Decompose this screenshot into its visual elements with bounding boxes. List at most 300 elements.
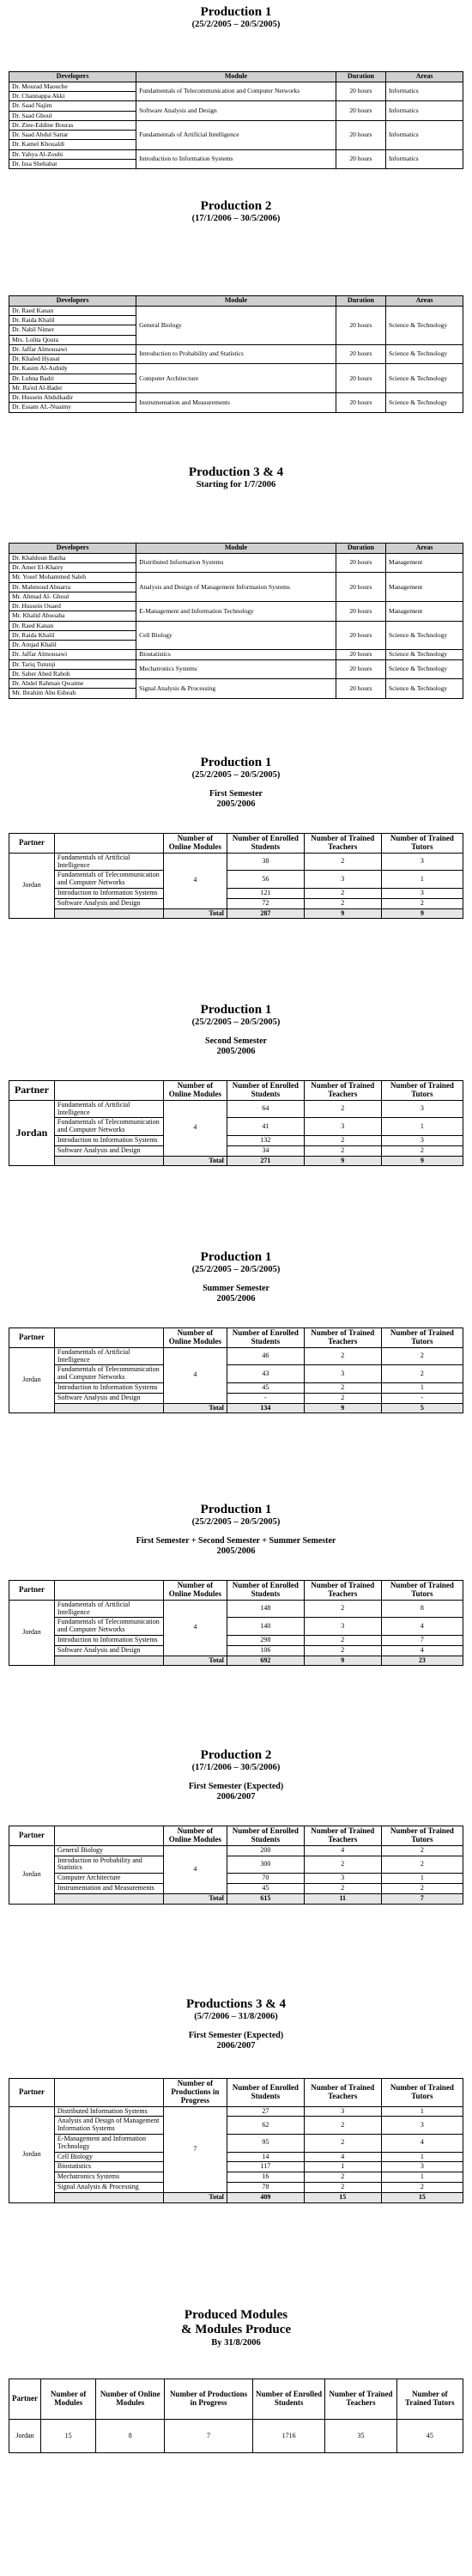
area: Informatics: [386, 101, 463, 121]
area: Science & Technology: [386, 344, 463, 364]
stats-summer-semester-section: [0, 1250, 472, 1304]
table-row: [9, 306, 463, 315]
developer-name: Dr. Channappa Akki: [9, 92, 136, 101]
column-header: [54, 1581, 163, 1601]
trained-tutors: 2: [381, 1145, 463, 1156]
trained-tutors: 1: [381, 871, 463, 889]
enrolled-students: 70: [227, 1874, 304, 1884]
trained-teachers: 4: [304, 2152, 381, 2162]
duration: 20 hours: [336, 393, 385, 413]
column-header: [54, 2079, 163, 2107]
module-name: Introduction to Information Systems: [54, 1635, 163, 1645]
column-header: Number of Online Modules: [163, 834, 227, 854]
developer-name: Dr. Khaled Hyasat: [9, 355, 136, 364]
column-header: [54, 1081, 163, 1101]
column-header: Developers: [9, 544, 136, 554]
developer-name: Mrs. Lolita Qouta: [9, 335, 136, 344]
header-row: [9, 1081, 463, 1101]
enrolled-students: 300: [227, 1856, 304, 1874]
area: Management: [386, 602, 463, 622]
column-header: Partner: [9, 2379, 41, 2420]
total-row: [9, 1156, 463, 1166]
semester-label: First Semester + Second Semester + Summer Semester: [136, 1536, 336, 1546]
column-header: Number of Trained Tutors: [381, 1581, 463, 1601]
enrolled-students: 14: [227, 2152, 304, 2162]
trained-teachers: 3: [304, 871, 381, 889]
section-dates: (5/7/2006 – 31/8/2006): [194, 2012, 278, 2022]
trained-tutors: 3: [381, 1100, 463, 1118]
module-name: Mechatronics Systems: [54, 2172, 163, 2183]
duration: 20 hours: [336, 120, 385, 149]
header-row: [9, 544, 463, 554]
total-enrolled: 134: [227, 1403, 304, 1413]
trained-teachers: 2: [304, 898, 381, 908]
area: Management: [386, 573, 463, 602]
stats-second-semester-section: [0, 1003, 472, 1057]
developer-name: Dr. Lubna Badri: [9, 374, 136, 383]
academic-year: 2006/2007: [216, 2040, 256, 2050]
online-modules: 7: [163, 2106, 227, 2192]
total-teachers: 9: [304, 908, 381, 919]
column-header: Number of Online Modules: [163, 1826, 227, 1846]
header-row: [9, 1581, 463, 1601]
column-header: [54, 1328, 163, 1348]
stats-production2-section: [0, 1748, 472, 1802]
trained-tutors: 3: [381, 853, 463, 871]
column-header: Areas: [386, 296, 463, 307]
online-modules: 4: [163, 1100, 227, 1156]
module-name: Software Analysis and Design: [54, 1145, 163, 1156]
production2-developers-table: [9, 295, 463, 413]
developer-name: Dr. Raed Kanan: [9, 306, 136, 315]
academic-year: 2005/2006: [216, 1046, 256, 1056]
total-row: [9, 1403, 463, 1413]
trained-teachers: 2: [304, 2135, 381, 2153]
total-label: Total: [163, 908, 227, 919]
section-dates: (25/2/2005 – 20/5/2005): [191, 20, 281, 30]
developer-name: Dr. Nabil Nimer: [9, 325, 136, 335]
developer-name: Dr. Kamel Khoualdi: [9, 140, 136, 149]
summary-cell: 15: [40, 2420, 95, 2453]
trained-teachers: 2: [304, 1393, 381, 1403]
column-header: Developers: [9, 72, 136, 82]
production34-developers-table: [9, 543, 463, 699]
table-row: [9, 1118, 463, 1136]
table-row: [9, 1856, 463, 1874]
summary-cell: 7: [165, 2420, 253, 2453]
table-row: [9, 1645, 463, 1656]
stats-combined-section: [0, 1503, 472, 1557]
trained-teachers: 2: [304, 888, 381, 898]
trained-tutors: 2: [381, 2183, 463, 2193]
column-header: Duration: [336, 544, 385, 554]
enrolled-students: 56: [227, 871, 304, 889]
module-name: Distributed Information Systems: [136, 553, 336, 573]
total-row: [9, 1893, 463, 1904]
stats-first-semester-table: [9, 833, 463, 919]
column-header: Number of Enrolled Students: [227, 834, 304, 854]
partner-name: Jordan: [9, 1100, 55, 1166]
production2-section: [0, 199, 472, 224]
total-label: Total: [163, 1156, 227, 1166]
trained-tutors: 4: [381, 1645, 463, 1656]
production1-section: [0, 5, 472, 30]
trained-teachers: 2: [304, 853, 381, 871]
module-name: Analysis and Design of Management Information Systems: [54, 2117, 163, 2135]
summary-cell: 35: [325, 2420, 396, 2453]
table-row: [9, 393, 463, 403]
enrolled-students: 64: [227, 1100, 304, 1118]
total-tutors: 23: [381, 1656, 463, 1666]
enrolled-students: 62: [227, 2117, 304, 2135]
trained-tutors: 8: [381, 1600, 463, 1618]
duration: 20 hours: [336, 82, 385, 101]
column-header: Duration: [336, 296, 385, 307]
table-row: [9, 2152, 463, 2162]
enrolled-students: 148: [227, 1600, 304, 1618]
enrolled-students: 45: [227, 1382, 304, 1393]
table-row: [9, 679, 463, 689]
semester-label: Second Semester: [205, 1036, 267, 1047]
column-header: Number of Enrolled Students: [227, 1826, 304, 1846]
semester-label: First Semester (Expected): [188, 2031, 284, 2041]
module-name: Computer Architecture: [54, 1874, 163, 1884]
module-name: Fundamentals of Artificial Intelligence: [54, 1600, 163, 1618]
total-teachers: 9: [304, 1403, 381, 1413]
total-teachers: 15: [304, 2192, 381, 2202]
enrolled-students: 140: [227, 1618, 304, 1636]
table-row: [9, 602, 463, 611]
table-row: [9, 898, 463, 908]
module-name: General Biology: [54, 1845, 163, 1856]
trained-tutors: 4: [381, 1618, 463, 1636]
trained-tutors: 1: [381, 2172, 463, 2183]
module-name: General Biology: [136, 306, 336, 344]
section-title: Produced Modules: [184, 2308, 288, 2322]
total-tutors: 7: [381, 1893, 463, 1904]
section-title: Production 1: [200, 5, 272, 19]
developer-name: Dr. Mourad Maouche: [9, 82, 136, 91]
total-teachers: 9: [304, 1656, 381, 1666]
duration: 20 hours: [336, 602, 385, 622]
module-name: Fundamentals of Telecommunication and Computer Networks: [136, 82, 336, 101]
column-header: Number of Trained Teachers: [304, 834, 381, 854]
developer-name: Dr. Saber Abed Raboh: [9, 669, 136, 678]
enrolled-students: 38: [227, 853, 304, 871]
column-header: Developers: [9, 296, 136, 307]
section-dates: (17/1/2006 – 30/5/2006): [191, 214, 281, 224]
developer-name: Dr. Issa Shehabat: [9, 159, 136, 168]
developer-name: Dr. Raida Khalil: [9, 316, 136, 325]
developer-name: Dr. Mahmoud Abuarra: [9, 582, 136, 592]
column-header: [54, 834, 163, 854]
trained-tutors: 4: [381, 2135, 463, 2153]
total-blank: [54, 1893, 163, 1904]
section-title: Production 1: [200, 1250, 272, 1264]
trained-teachers: 4: [304, 1845, 381, 1856]
developer-name: Dr. Hussein Ouaed: [9, 602, 136, 611]
total-blank: [54, 2192, 163, 2202]
online-modules: 4: [163, 1600, 227, 1656]
module-name: Signal Analysis & Processing: [54, 2183, 163, 2193]
trained-teachers: 3: [304, 2106, 381, 2117]
module-name: Fundamentals of Artificial Intelligence: [54, 1100, 163, 1118]
column-header: Number of Online Modules: [96, 2379, 165, 2420]
column-header: Areas: [386, 72, 463, 82]
header-row: [9, 1826, 463, 1846]
duration: 20 hours: [336, 149, 385, 169]
module-name: Fundamentals of Artificial Intelligence: [54, 853, 163, 871]
table-row: [9, 1135, 463, 1145]
semester-label: First Semester (Expected): [188, 1782, 284, 1792]
trained-tutors: 1: [381, 1874, 463, 1884]
table-row: [9, 1874, 463, 1884]
total-label: Total: [163, 1893, 227, 1904]
developer-name: Dr. Jaffar Almousawi: [9, 650, 136, 659]
total-teachers: 9: [304, 1156, 381, 1166]
section-title: Production 2: [200, 199, 272, 213]
duration: 20 hours: [336, 650, 385, 659]
column-header: Number of Trained Tutors: [381, 2079, 463, 2107]
production1-developers-table: [9, 71, 463, 169]
stats-first-semester-section: [0, 756, 472, 810]
developer-name: Dr. Jaffar Almousawi: [9, 344, 136, 354]
trained-teachers: 3: [304, 1874, 381, 1884]
table-row: [9, 1145, 463, 1156]
enrolled-students: 41: [227, 1118, 304, 1136]
enrolled-students: 16: [227, 2172, 304, 2183]
module-name: Software Analysis and Design: [54, 1645, 163, 1656]
area: Science & Technology: [386, 679, 463, 699]
trained-tutors: 2: [381, 898, 463, 908]
developer-name: Dr. Amjad Khalil: [9, 641, 136, 650]
trained-teachers: 2: [304, 1600, 381, 1618]
module-name: E-Management and Information Technology: [54, 2135, 163, 2153]
table-row: [9, 2420, 463, 2453]
developer-name: Dr. Khaldoun Batiha: [9, 553, 136, 562]
column-header: Number of Trained Teachers: [304, 1826, 381, 1846]
enrolled-students: 43: [227, 1365, 304, 1383]
section-dates: (25/2/2005 – 20/5/2005): [191, 1018, 281, 1028]
developer-name: Dr. Raed Kanan: [9, 621, 136, 630]
table-row: [9, 120, 463, 130]
area: Informatics: [386, 149, 463, 169]
column-header: Number of Trained Teachers: [304, 1328, 381, 1348]
column-header: Number of Online Modules: [163, 1328, 227, 1348]
total-tutors: 9: [381, 1156, 463, 1166]
trained-tutors: 1: [381, 2106, 463, 2117]
developer-name: Dr. Saad Ghoul: [9, 111, 136, 120]
section-title: Production 1: [200, 1003, 272, 1017]
trained-tutors: 3: [381, 2162, 463, 2172]
partner-name: Jordan: [9, 1600, 55, 1666]
table-row: [9, 888, 463, 898]
enrolled-students: 27: [227, 2106, 304, 2117]
trained-tutors: 7: [381, 1635, 463, 1645]
developer-name: Dr. Hussein Abdulkadir: [9, 393, 136, 403]
column-header: Module: [136, 296, 336, 307]
module-name: Software Analysis and Design: [54, 898, 163, 908]
duration: 20 hours: [336, 679, 385, 699]
table-row: [9, 1618, 463, 1636]
section-dates: Starting for 1/7/2006: [196, 480, 276, 490]
academic-year: 2005/2006: [216, 1293, 256, 1303]
trained-teachers: 2: [304, 2172, 381, 2183]
table-row: [9, 871, 463, 889]
table-row: [9, 1393, 463, 1403]
trained-teachers: 2: [304, 2117, 381, 2135]
table-row: [9, 2106, 463, 2117]
module-name: Signal Analysis & Processing: [136, 679, 336, 699]
section-dates: (17/1/2006 – 30/5/2006): [191, 1763, 281, 1773]
trained-teachers: 2: [304, 1145, 381, 1156]
total-enrolled: 409: [227, 2192, 304, 2202]
header-row: [9, 1328, 463, 1348]
summary-cell: Jordan: [9, 2420, 41, 2453]
trained-teachers: 2: [304, 1883, 381, 1893]
trained-tutors: 3: [381, 2117, 463, 2135]
trained-teachers: 2: [304, 1635, 381, 1645]
column-header: Number of Trained Tutors: [396, 2379, 463, 2420]
column-header: Partner: [9, 1081, 55, 1101]
table-row: [9, 2162, 463, 2172]
academic-year: 2005/2006: [216, 799, 256, 809]
summary-cell: 45: [396, 2420, 463, 2453]
developer-name: Dr. Tariq Tutunji: [9, 659, 136, 669]
duration: 20 hours: [336, 553, 385, 573]
area: Science & Technology: [386, 659, 463, 679]
column-header: Number of Productions in Progress: [163, 2079, 227, 2107]
column-header: Number of Trained Teachers: [304, 2079, 381, 2107]
column-header: [54, 1826, 163, 1846]
module-name: Software Analysis and Design: [136, 101, 336, 121]
enrolled-students: 46: [227, 1347, 304, 1365]
table-row: [9, 2183, 463, 2193]
duration: 20 hours: [336, 344, 385, 364]
table-row: [9, 2172, 463, 2183]
developer-name: Dr. Raida Khalil: [9, 630, 136, 640]
total-blank: [54, 1403, 163, 1413]
enrolled-students: 78: [227, 2183, 304, 2193]
developer-name: Dr. Ziee-Eddine Bouras: [9, 120, 136, 130]
trained-tutors: 1: [381, 2152, 463, 2162]
developer-name: Dr. Yahya Al-Zoubi: [9, 149, 136, 159]
header-row: [9, 296, 463, 307]
trained-tutors: 2: [381, 1883, 463, 1893]
section-dates: (25/2/2005 – 20/5/2005): [191, 1517, 281, 1528]
area: Management: [386, 553, 463, 573]
table-row: [9, 1845, 463, 1856]
module-name: Mechatronics Systems: [136, 659, 336, 679]
duration: 20 hours: [336, 364, 385, 393]
section-dates: (25/2/2005 – 20/5/2005): [191, 770, 281, 781]
module-name: Introduction to Information Systems: [54, 1382, 163, 1393]
produced-modules-section: [0, 2308, 472, 2348]
area: Informatics: [386, 82, 463, 101]
area: Science & Technology: [386, 364, 463, 393]
duration: 20 hours: [336, 306, 385, 344]
production34-section: [0, 465, 472, 490]
developer-name: Mr. Ahmad Al- Ghoul: [9, 592, 136, 601]
section-title: Production 3 & 4: [188, 465, 284, 479]
enrolled-students: -: [227, 1393, 304, 1403]
module-name: Cell Biology: [54, 2152, 163, 2162]
trained-tutors: 2: [381, 1347, 463, 1365]
table-row: [9, 2117, 463, 2135]
summary-cell: 8: [96, 2420, 165, 2453]
module-name: Instrumentation and Measurements: [54, 1883, 163, 1893]
trained-teachers: 3: [304, 1365, 381, 1383]
academic-year: 2005/2006: [216, 1546, 256, 1556]
online-modules: 4: [163, 1845, 227, 1893]
column-header: Number of Trained Tutors: [381, 1826, 463, 1846]
stats-production2-table: [9, 1826, 463, 1905]
enrolled-students: 132: [227, 1135, 304, 1145]
trained-teachers: 2: [304, 1382, 381, 1393]
semester-label: First Semester: [209, 789, 263, 799]
column-header: Number of Trained Teachers: [325, 2379, 396, 2420]
module-name: Introduction to Information Systems: [136, 149, 336, 169]
header-row: [9, 72, 463, 82]
total-enrolled: 271: [227, 1156, 304, 1166]
column-header: Number of Enrolled Students: [227, 1328, 304, 1348]
table-row: [9, 1883, 463, 1893]
column-header: Partner: [9, 1328, 55, 1348]
table-row: [9, 1600, 463, 1618]
duration: 20 hours: [336, 621, 385, 650]
total-enrolled: 615: [227, 1893, 304, 1904]
column-header: Module: [136, 72, 336, 82]
column-header: Module: [136, 544, 336, 554]
module-name: Fundamentals of Telecommunication and Computer Networks: [54, 1618, 163, 1636]
table-row: [9, 1347, 463, 1365]
table-row: [9, 1100, 463, 1118]
trained-teachers: 2: [304, 1645, 381, 1656]
total-label: Total: [163, 1656, 227, 1666]
area: Science & Technology: [386, 306, 463, 344]
enrolled-students: 106: [227, 1645, 304, 1656]
stats-production34-table: [9, 2078, 463, 2203]
trained-teachers: 2: [304, 1856, 381, 1874]
total-row: [9, 1656, 463, 1666]
trained-tutors: 3: [381, 888, 463, 898]
total-label: Total: [163, 1403, 227, 1413]
developer-name: Dr. Essam AL-Nuaimy: [9, 403, 136, 412]
module-name: Distributed Information Systems: [54, 2106, 163, 2117]
duration: 20 hours: [336, 659, 385, 679]
total-enrolled: 692: [227, 1656, 304, 1666]
academic-year: 2006/2007: [216, 1791, 256, 1801]
column-header: Number of Enrolled Students: [227, 1081, 304, 1101]
column-header: Number of Online Modules: [163, 1581, 227, 1601]
header-row: [9, 2379, 463, 2420]
trained-teachers: 3: [304, 1618, 381, 1636]
partner-name: Jordan: [9, 1347, 55, 1413]
trained-tutors: 1: [381, 1382, 463, 1393]
developer-name: Mr. Yosef Mohammed Saleh: [9, 573, 136, 582]
trained-teachers: 2: [304, 1347, 381, 1365]
table-row: [9, 149, 463, 159]
area: Informatics: [386, 120, 463, 149]
developer-name: Dr. Amer El-Khairy: [9, 563, 136, 573]
total-blank: [54, 908, 163, 919]
module-name: Introduction to Information Systems: [54, 1135, 163, 1145]
trained-tutors: 3: [381, 1135, 463, 1145]
column-header: Number of Enrolled Students: [252, 2379, 325, 2420]
developer-name: Dr. Abdel Rahman Qwaime: [9, 679, 136, 689]
total-blank: [54, 1156, 163, 1166]
area: Science & Technology: [386, 621, 463, 650]
